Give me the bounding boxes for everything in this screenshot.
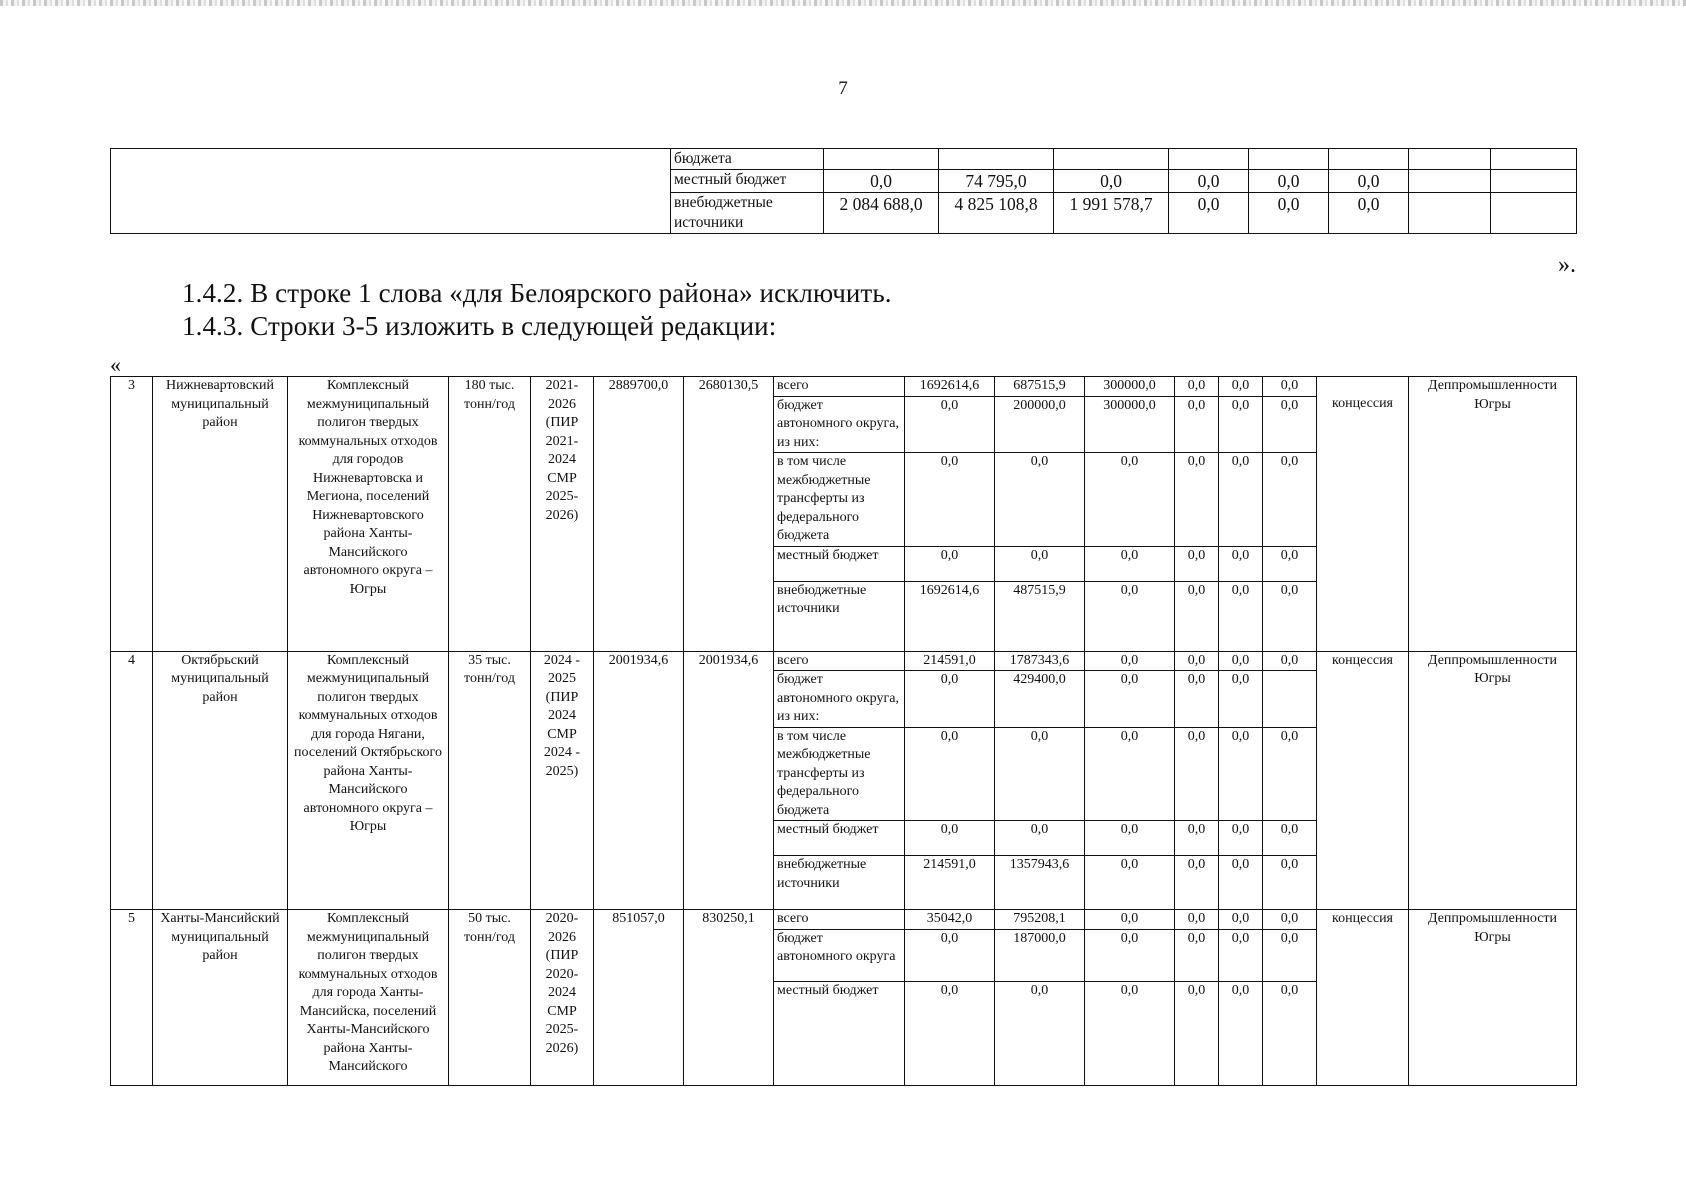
value-cell: 0,0 bbox=[824, 170, 939, 193]
financing-source: в том числе межбюджетные трансферты из федерального бюджета bbox=[774, 453, 905, 547]
financing-value: 0,0 bbox=[995, 453, 1085, 547]
financing-value: 0,0 bbox=[1175, 910, 1219, 930]
value-cell: 0,0 bbox=[1169, 170, 1249, 193]
financing-value: 0,0 bbox=[1085, 856, 1175, 910]
mechanism: концессия bbox=[1317, 377, 1409, 652]
financing-value: 0,0 bbox=[1219, 727, 1263, 821]
financing-value bbox=[1263, 671, 1317, 728]
financing-value: 0,0 bbox=[1175, 727, 1219, 821]
continuation-row bbox=[111, 149, 1577, 170]
financing-value: 1357943,6 bbox=[995, 856, 1085, 910]
value-cell: 0,0 bbox=[1329, 193, 1409, 234]
value-cell bbox=[1409, 193, 1491, 234]
projects-table bbox=[110, 376, 1577, 1086]
financing-value: 795208,1 bbox=[995, 910, 1085, 930]
financing-value: 0,0 bbox=[1175, 929, 1219, 981]
source-label: внебюджетные источники bbox=[671, 193, 824, 234]
financing-value: 0,0 bbox=[1219, 651, 1263, 671]
financing-value: 0,0 bbox=[1263, 581, 1317, 651]
mechanism: концессия bbox=[1317, 910, 1409, 1086]
financing-value: 214591,0 bbox=[905, 856, 995, 910]
object-name: Комплексный межмуниципальный полигон твердых коммунальных отходов для города Нягани, поселений Октябрьского района Ханты-Мансийского автономного округа – Югры bbox=[288, 651, 449, 910]
implementation-period: 2020-2026 (ПИР 2020-2024 СМР 2025-2026) bbox=[531, 910, 594, 1086]
financing-value: 0,0 bbox=[1175, 821, 1219, 856]
value-cell bbox=[1054, 149, 1169, 170]
financing-value: 1787343,6 bbox=[995, 651, 1085, 671]
financing-value: 0,0 bbox=[1263, 821, 1317, 856]
value-cell bbox=[939, 149, 1054, 170]
financing-value: 0,0 bbox=[995, 821, 1085, 856]
financing-value: 1692614,6 bbox=[905, 581, 995, 651]
responsible-executor: Деппромышленности Югры bbox=[1409, 377, 1577, 652]
financing-source: всего bbox=[774, 651, 905, 671]
financing-value: 0,0 bbox=[1175, 377, 1219, 397]
financing-value: 0,0 bbox=[1219, 929, 1263, 981]
value-cell: 1 991 578,7 bbox=[1054, 193, 1169, 234]
value-cell bbox=[1409, 170, 1491, 193]
financing-source: местный бюджет bbox=[774, 821, 905, 856]
financing-value: 0,0 bbox=[1219, 856, 1263, 910]
financing-source: всего bbox=[774, 910, 905, 930]
financing-value: 0,0 bbox=[905, 821, 995, 856]
financing-value: 0,0 bbox=[1175, 651, 1219, 671]
financing-value: 487515,9 bbox=[995, 581, 1085, 651]
financing-value: 0,0 bbox=[1263, 453, 1317, 547]
closing-quote: ». bbox=[1558, 252, 1576, 278]
total-cost: 851057,0 bbox=[594, 910, 684, 1086]
financing-value: 0,0 bbox=[1175, 856, 1219, 910]
empty-cell bbox=[111, 149, 671, 234]
financing-value: 187000,0 bbox=[995, 929, 1085, 981]
total-cost: 2001934,6 bbox=[594, 651, 684, 910]
capacity: 35 тыс. тонн/год bbox=[449, 651, 531, 910]
financing-value: 1692614,6 bbox=[905, 377, 995, 397]
financing-value: 0,0 bbox=[1085, 453, 1175, 547]
financing-value: 0,0 bbox=[1263, 727, 1317, 821]
financing-value: 0,0 bbox=[1263, 377, 1317, 397]
financing-value: 300000,0 bbox=[1085, 377, 1175, 397]
financing-value: 0,0 bbox=[1219, 910, 1263, 930]
source-label: бюджета bbox=[671, 149, 824, 170]
remaining-cost: 830250,1 bbox=[684, 910, 774, 1086]
financing-source: внебюджетные источники bbox=[774, 581, 905, 651]
value-cell bbox=[1249, 149, 1329, 170]
remaining-cost: 2001934,6 bbox=[684, 651, 774, 910]
remaining-cost: 2680130,5 bbox=[684, 377, 774, 652]
financing-value: 0,0 bbox=[1219, 981, 1263, 1085]
financing-value: 0,0 bbox=[1175, 396, 1219, 453]
financing-source: внебюджетные источники bbox=[774, 856, 905, 910]
value-cell: 0,0 bbox=[1249, 193, 1329, 234]
financing-source: местный бюджет bbox=[774, 981, 905, 1085]
capacity: 180 тыс. тонн/год bbox=[449, 377, 531, 652]
financing-value: 0,0 bbox=[905, 981, 995, 1085]
value-cell: 0,0 bbox=[1054, 170, 1169, 193]
financing-value: 0,0 bbox=[1263, 856, 1317, 910]
financing-value: 300000,0 bbox=[1085, 396, 1175, 453]
financing-value: 0,0 bbox=[905, 929, 995, 981]
financing-value: 0,0 bbox=[1219, 546, 1263, 581]
financing-source: в том числе межбюджетные трансферты из федерального бюджета bbox=[774, 727, 905, 821]
financing-value: 0,0 bbox=[1085, 929, 1175, 981]
financing-value: 0,0 bbox=[1085, 651, 1175, 671]
continuation-table bbox=[110, 148, 1577, 234]
financing-row bbox=[111, 377, 1577, 397]
financing-source: всего bbox=[774, 377, 905, 397]
financing-value: 0,0 bbox=[1263, 651, 1317, 671]
responsible-executor: Деппромышленности Югры bbox=[1409, 910, 1577, 1086]
value-cell: 0,0 bbox=[1169, 193, 1249, 234]
financing-value: 0,0 bbox=[1085, 671, 1175, 728]
financing-value: 0,0 bbox=[1263, 929, 1317, 981]
financing-value: 0,0 bbox=[1175, 546, 1219, 581]
implementation-period: 2021-2026 (ПИР 2021-2024 СМР 2025-2026) bbox=[531, 377, 594, 652]
financing-value: 0,0 bbox=[1219, 377, 1263, 397]
financing-value: 0,0 bbox=[1263, 910, 1317, 930]
source-label: местный бюджет bbox=[671, 170, 824, 193]
financing-value: 200000,0 bbox=[995, 396, 1085, 453]
implementation-period: 2024 - 2025 (ПИР 2024 СМР 2024 - 2025) bbox=[531, 651, 594, 910]
financing-row bbox=[111, 910, 1577, 930]
financing-value: 0,0 bbox=[1085, 546, 1175, 581]
financing-value: 0,0 bbox=[1175, 671, 1219, 728]
financing-source: бюджет автономного округа bbox=[774, 929, 905, 981]
value-cell: 0,0 bbox=[1329, 170, 1409, 193]
financing-value: 0,0 bbox=[1219, 581, 1263, 651]
scan-edge-artifact bbox=[0, 0, 1686, 6]
financing-value: 0,0 bbox=[1175, 981, 1219, 1085]
row-number: 3 bbox=[111, 377, 153, 652]
financing-value: 0,0 bbox=[1263, 981, 1317, 1085]
financing-value: 0,0 bbox=[995, 727, 1085, 821]
district-name: Октябрьский муниципальный район bbox=[153, 651, 288, 910]
row-number: 4 bbox=[111, 651, 153, 910]
financing-value: 0,0 bbox=[1085, 821, 1175, 856]
value-cell bbox=[1409, 149, 1491, 170]
opening-quote: « bbox=[110, 352, 121, 377]
financing-value: 0,0 bbox=[905, 671, 995, 728]
financing-value: 0,0 bbox=[1219, 671, 1263, 728]
financing-value: 0,0 bbox=[905, 396, 995, 453]
page-number: 7 bbox=[838, 78, 848, 99]
financing-value: 0,0 bbox=[905, 453, 995, 547]
value-cell: 74 795,0 bbox=[939, 170, 1054, 193]
financing-value: 0,0 bbox=[1219, 453, 1263, 547]
financing-value: 214591,0 bbox=[905, 651, 995, 671]
capacity: 50 тыс. тонн/год bbox=[449, 910, 531, 1086]
financing-value: 0,0 bbox=[995, 981, 1085, 1085]
financing-value: 0,0 bbox=[1085, 581, 1175, 651]
value-cell: 0,0 bbox=[1249, 170, 1329, 193]
value-cell: 2 084 688,0 bbox=[824, 193, 939, 234]
object-name: Комплексный межмуниципальный полигон твердых коммунальных отходов для города Ханты-Мансийска, поселений Ханты-Мансийского района Ханты-Мансийского bbox=[288, 910, 449, 1086]
financing-value: 0,0 bbox=[1263, 546, 1317, 581]
value-cell bbox=[1491, 193, 1577, 234]
value-cell bbox=[1329, 149, 1409, 170]
value-cell bbox=[824, 149, 939, 170]
object-name: Комплексный межмуниципальный полигон твердых коммунальных отходов для городов Нижневартовска и Мегиона, поселений Нижневартовского района Ханты-Мансийского автономного округа – Югры bbox=[288, 377, 449, 652]
financing-value: 0,0 bbox=[1263, 396, 1317, 453]
mechanism: концессия bbox=[1317, 651, 1409, 910]
financing-value: 429400,0 bbox=[995, 671, 1085, 728]
financing-value: 0,0 bbox=[905, 727, 995, 821]
row-number: 5 bbox=[111, 910, 153, 1086]
value-cell: 4 825 108,8 bbox=[939, 193, 1054, 234]
financing-row bbox=[111, 651, 1577, 671]
amendment-paragraph-1-4-2: 1.4.2. В строке 1 слова «для Белоярского района» исключить. bbox=[182, 278, 892, 308]
financing-value: 0,0 bbox=[1085, 910, 1175, 930]
financing-value: 0,0 bbox=[1175, 581, 1219, 651]
value-cell bbox=[1491, 149, 1577, 170]
financing-value: 0,0 bbox=[1219, 396, 1263, 453]
financing-source: местный бюджет bbox=[774, 546, 905, 581]
value-cell bbox=[1491, 170, 1577, 193]
district-name: Нижневартовский муниципальный район bbox=[153, 377, 288, 652]
responsible-executor: Деппромышленности Югры bbox=[1409, 651, 1577, 910]
financing-source: бюджет автономного округа, из них: bbox=[774, 396, 905, 453]
financing-value: 0,0 bbox=[1085, 981, 1175, 1085]
financing-value: 0,0 bbox=[1219, 821, 1263, 856]
financing-value: 0,0 bbox=[905, 546, 995, 581]
financing-value: 0,0 bbox=[995, 546, 1085, 581]
district-name: Ханты-Мансийский муниципальный район bbox=[153, 910, 288, 1086]
financing-value: 35042,0 bbox=[905, 910, 995, 930]
amendment-paragraph-1-4-3: 1.4.3. Строки 3-5 изложить в следующей редакции: bbox=[182, 311, 777, 341]
total-cost: 2889700,0 bbox=[594, 377, 684, 652]
value-cell bbox=[1169, 149, 1249, 170]
financing-value: 687515,9 bbox=[995, 377, 1085, 397]
financing-source: бюджет автономного округа, из них: bbox=[774, 671, 905, 728]
financing-value: 0,0 bbox=[1085, 727, 1175, 821]
financing-value: 0,0 bbox=[1175, 453, 1219, 547]
